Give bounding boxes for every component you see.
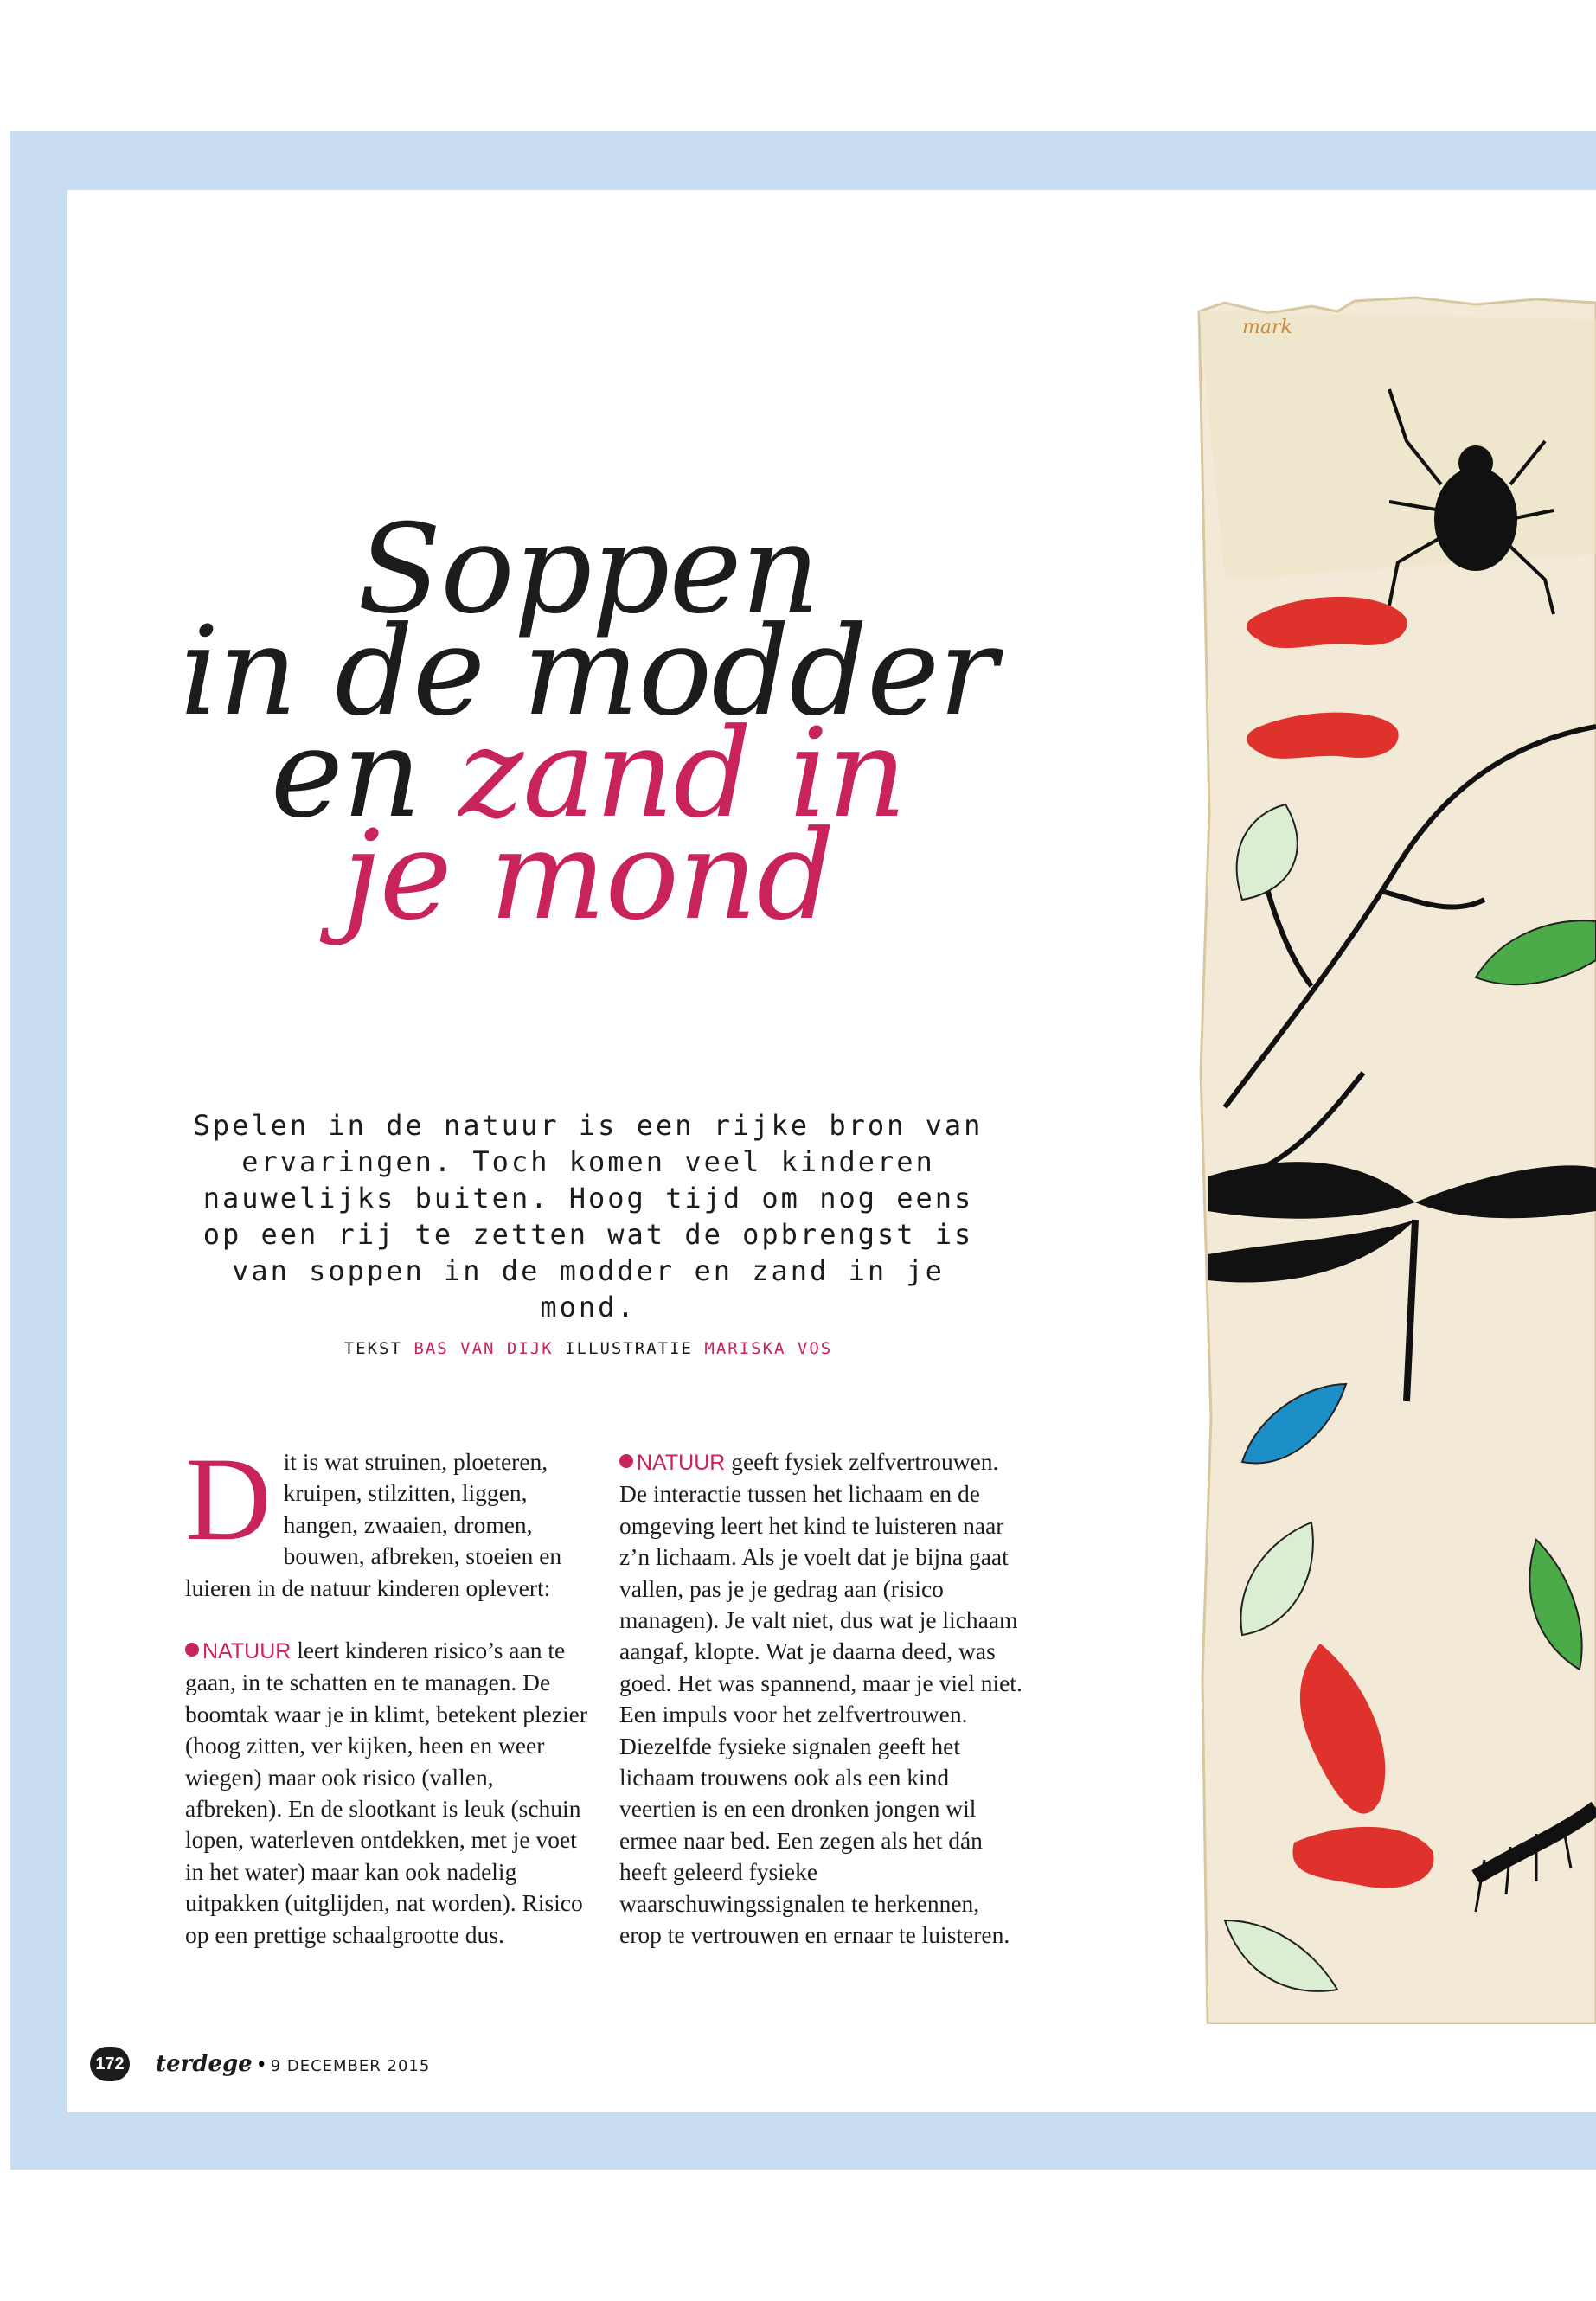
section-paragraph-3: Diezelfde fysieke signalen geeft het lichaam trouwens ook als een kind veertien is en een dronken jongen wil ermee naar bed. Een zegen als het dán heeft geleerd fysieke waarschuwingssignalen te herkennen, erop te vertrouwen en ernaar te luisteren. bbox=[619, 1732, 1010, 1949]
article-title bbox=[156, 498, 1021, 947]
intro-paragraph bbox=[185, 1433, 592, 1604]
drop-cap: D bbox=[185, 1433, 272, 1565]
footer-separator: • bbox=[255, 2054, 267, 2076]
credit-illustrator: MARISKA VOS bbox=[704, 1339, 833, 1358]
page-footer bbox=[90, 2047, 430, 2081]
illustration-label: mark bbox=[1242, 317, 1292, 338]
issue-date: 9 DECEMBER 2015 bbox=[270, 2057, 431, 2075]
footer-masthead bbox=[156, 2051, 430, 2077]
title-line-2: in de modder bbox=[180, 600, 997, 743]
bullet-dot-icon bbox=[185, 1643, 199, 1657]
title-line-4: je mond bbox=[342, 804, 835, 947]
credit-text-label: TEKST bbox=[343, 1339, 402, 1358]
title-line-3-black: en bbox=[270, 702, 421, 845]
credit-author: BAS VAN DIJK bbox=[413, 1339, 554, 1358]
page-number: 172 bbox=[90, 2047, 130, 2081]
magazine-logo: terdege bbox=[156, 2051, 253, 2077]
section-paragraph-2 bbox=[619, 1446, 1026, 1731]
nature-illustration bbox=[1190, 294, 1596, 2024]
section-paragraph-1 bbox=[185, 1635, 592, 1951]
title-line-1: Soppen bbox=[356, 498, 820, 641]
section-keyword-1: NATUUR bbox=[202, 1639, 292, 1664]
credit-illustration-label: ILLUSTRATIE bbox=[565, 1339, 693, 1358]
section-keyword-2: NATUUR bbox=[637, 1451, 726, 1475]
section-text-1: leert kinderen risico’s aan te gaan, in te schatten en te managen. De boomtak waar je in klimt, betekent plezier (hoog zitten, ver kijken, heen en weer wiegen) maar ook risico (vallen, afbreken). En de slootkant is leuk (schuin lopen, waterleven ontdekken, met je voet in het water) maar kan ook nadelig uitpakken (uitglijden, nat worden). Risico op een prettige schaalgrootte dus. bbox=[185, 1637, 588, 1948]
body-column-2 bbox=[619, 1446, 1026, 1952]
article-lead: Spelen in de natuur is een rijke bron van ervaringen. Toch komen veel kinderen nauwelijks buiten. Hoog tijd om nog eens op een rij te zetten wat de opbrengst is van soppen in de modder en zand in je mond. bbox=[193, 1109, 984, 1324]
bullet-dot-icon bbox=[619, 1454, 633, 1468]
body-column-1 bbox=[185, 1433, 592, 1951]
article-credits bbox=[182, 1339, 995, 1358]
title-line-3-pink: zand in bbox=[458, 702, 907, 845]
intro-text: it is wat struinen, ploeteren, kruipen, stilzitten, liggen, hangen, zwaaien, dromen, bouwen, afbreken, stoeien en luieren in de natuur kinderen oplevert: bbox=[185, 1448, 562, 1601]
section-text-2: geeft fysiek zelfvertrouwen. De interactie tussen het lichaam en de omgeving leert het kind te luisteren naar z’n lichaam. Als je voelt dat je bijna gaat vallen, pas je je gedrag aan (risico managen). Je valt niet, dus wat je lichaam aangaf, klopte. Wat je daarna deed, was goed. Het was spannend, maar je viel niet. Een impuls voor het zelfvertrouwen. bbox=[619, 1448, 1022, 1728]
